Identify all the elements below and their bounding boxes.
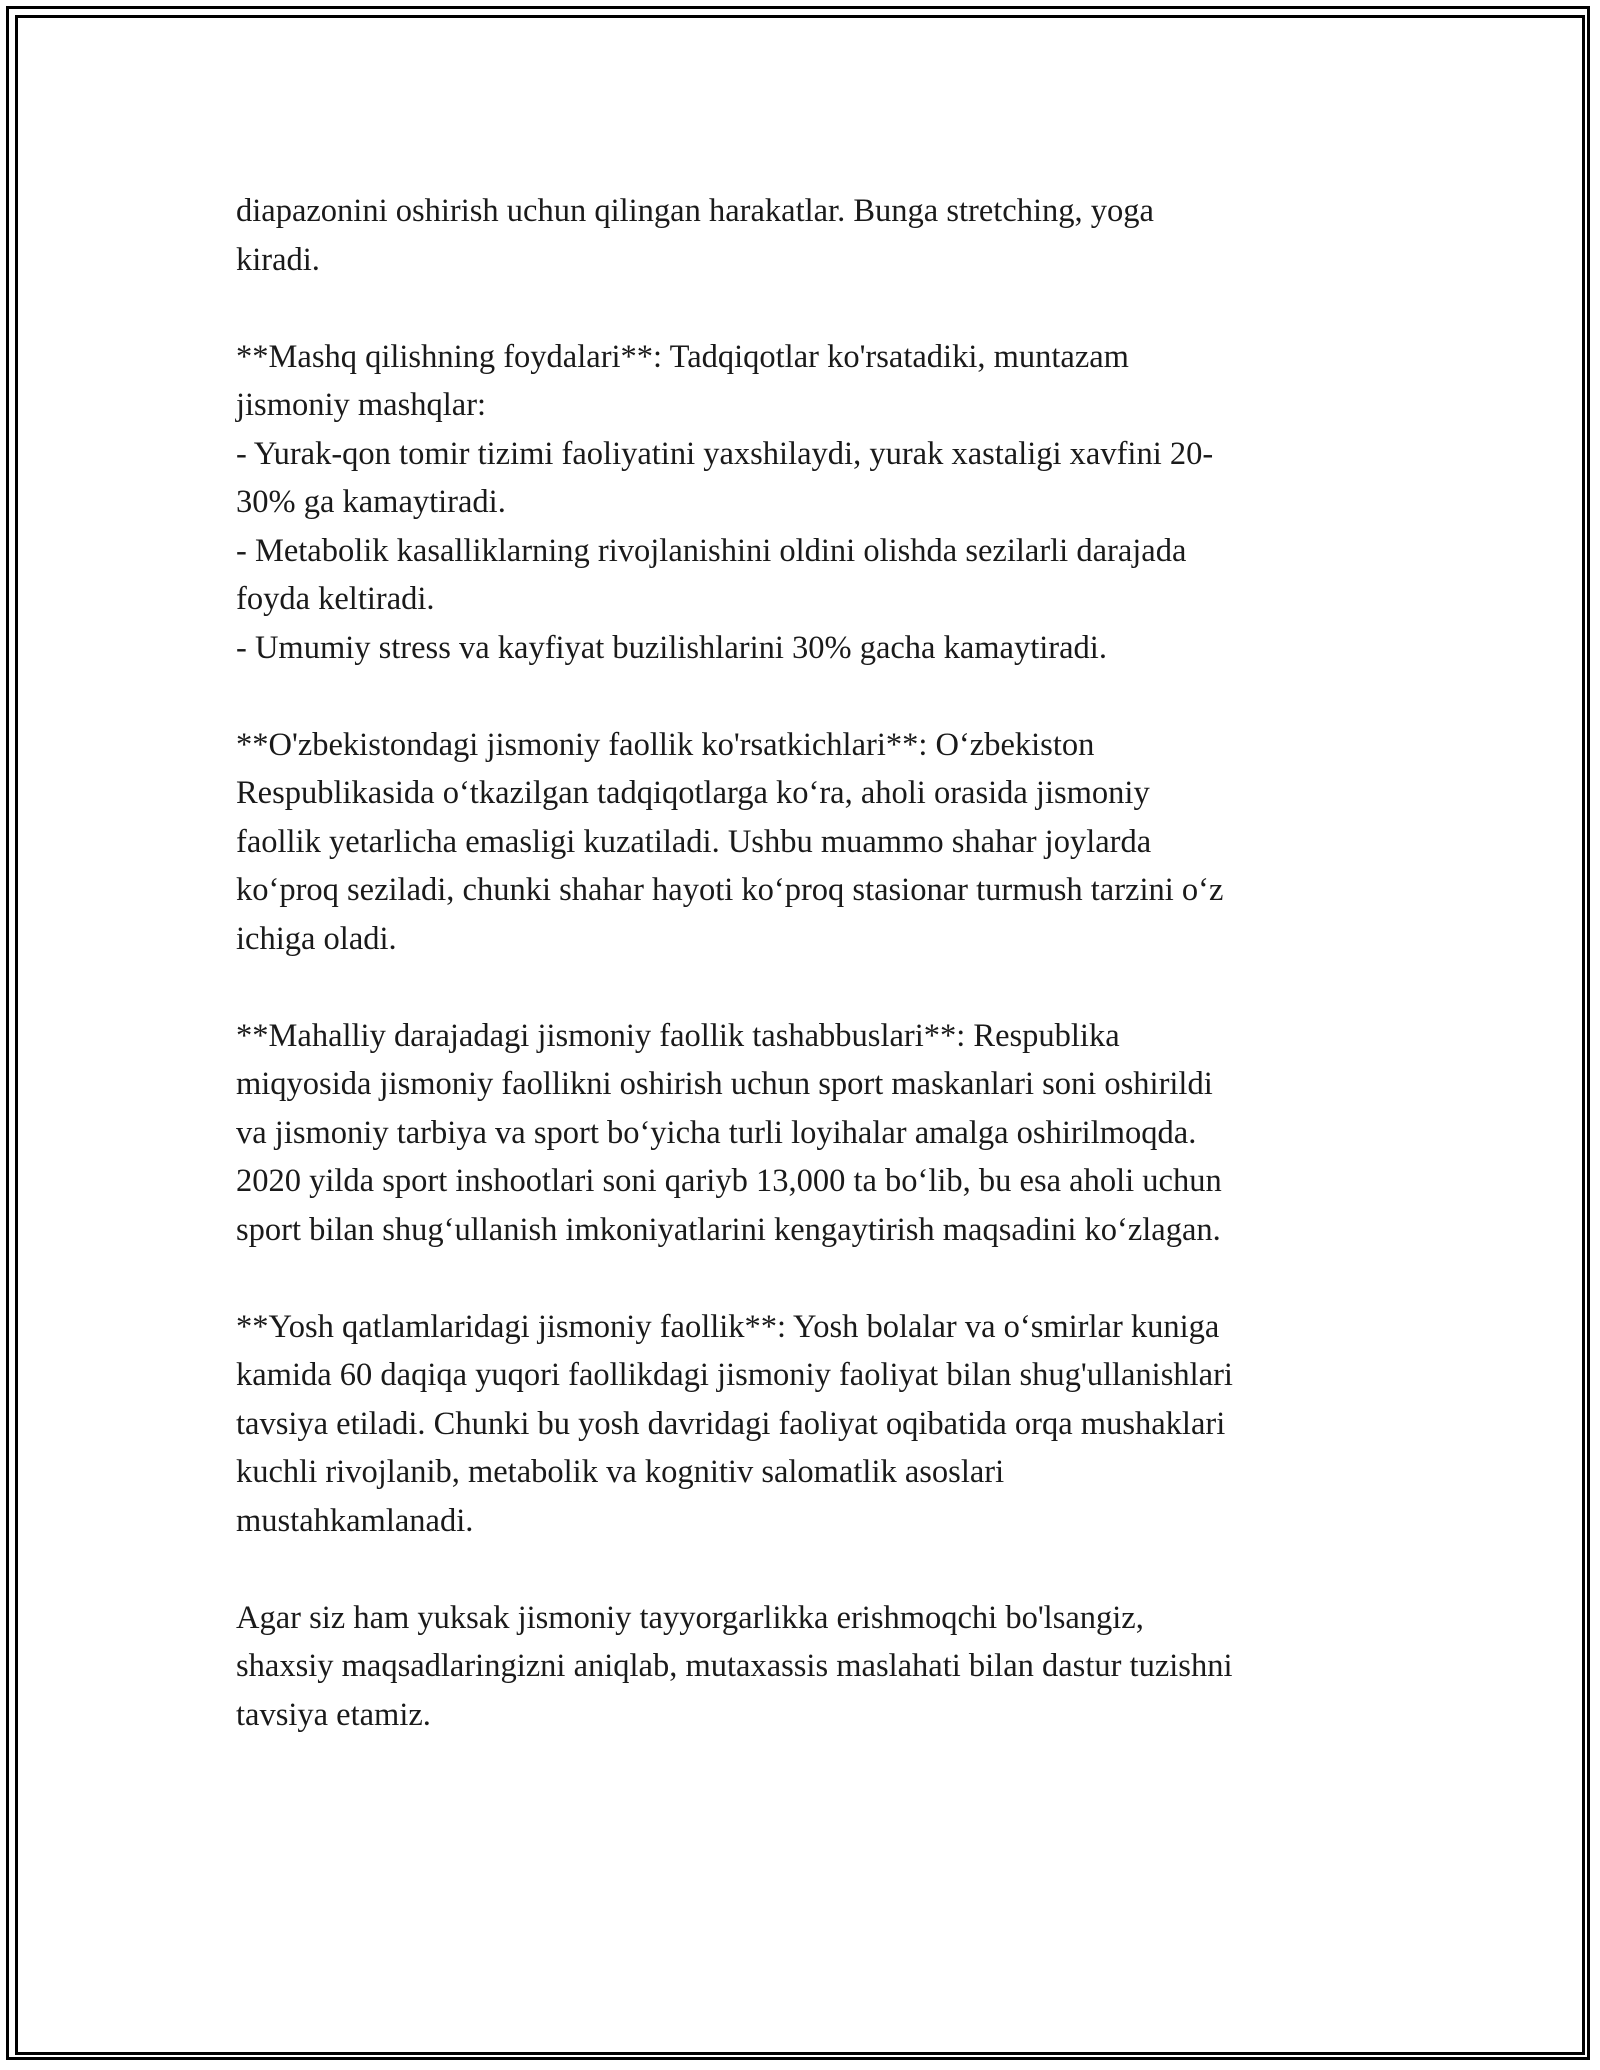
text-line: **O'zbekistondagi jismoniy faollik ko'rsatkichlari**: O‘zbekiston — [236, 726, 1095, 763]
text-line: 2020 yilda sport inshootlari soni qariyb 13,000 ta bo‘lib, bu esa aholi uchun — [236, 1163, 1222, 1199]
text-line: miqyosida jismoniy faollikni oshirish uchun sport maskanlari soni oshirildi — [236, 1066, 1213, 1102]
paragraph-youth-activity — [236, 1303, 1366, 1546]
text-line: Respublikasida o‘tkazilgan tadqiqotlarga ko‘ra, aholi orasida jismoniy — [236, 775, 1150, 811]
text-line: kiradi. — [236, 241, 320, 278]
text-line: ichiga oladi. — [236, 920, 397, 957]
text-line: va jismoniy tarbiya va sport bo‘yicha turli loyihalar amalga oshirilmoqda. — [236, 1114, 1197, 1151]
paragraph-flexibility — [236, 187, 1366, 284]
text-line: sport bilan shug‘ullanish imkoniyatlarini kengaytirish maqsadini ko‘zlagan. — [236, 1211, 1221, 1248]
text-line: tavsiya etamiz. — [236, 1696, 431, 1733]
text-line: **Mashq qilishning foydalari**: Tadqiqotlar ko'rsatadiki, muntazam — [236, 338, 1129, 375]
paragraph-local-initiatives — [236, 1012, 1366, 1255]
text-line: faollik yetarlicha emasligi kuzatiladi. Ushbu muammo shahar joylarda — [236, 823, 1152, 860]
text-line: tavsiya etiladi. Chunki bu yosh davridagi faoliyat oqibatida orqa mushaklari — [236, 1405, 1226, 1442]
text-line: kuchli rivojlanib, metabolik va kognitiv salomatlik asoslari — [236, 1454, 1005, 1490]
text-line: shaxsiy maqsadlaringizni aniqlab, mutaxassis maslahati bilan dastur tuzishni — [236, 1648, 1233, 1684]
text-line: jismoniy mashqlar: — [236, 387, 487, 423]
text-line: foyda keltiradi. — [236, 581, 435, 617]
text-line: **Yosh qatlamlaridagi jismoniy faollik**: Yosh bolalar va o‘smirlar kuniga — [236, 1308, 1220, 1345]
list-item-line: - Yurak-qon tomir tizimi faoliyatini yaxshilaydi, yurak xastaligi xavfini 20- — [236, 435, 1214, 472]
paragraph-conclusion — [236, 1594, 1366, 1740]
text-line: **Mahalliy darajadagi jismoniy faollik tashabbuslari**: Respublika — [236, 1017, 1120, 1054]
paragraph-exercise-benefits — [236, 333, 1366, 673]
text-line: Agar siz ham yuksak jismoniy tayyorgarlikka erishmoqchi bo'lsangiz, — [236, 1599, 1144, 1636]
document-body — [236, 187, 1366, 1788]
text-line: mustahkamlanadi. — [236, 1502, 474, 1539]
text-line: ko‘proq seziladi, chunki shahar hayoti ko‘proq stasionar turmush tarzini o‘z — [236, 872, 1224, 908]
list-item-line: - Umumiy stress va kayfiyat buzilishlarini 30% gacha kamaytiradi. — [236, 629, 1107, 666]
list-item-line: - Metabolik kasalliklarning rivojlanishini oldini olishda sezilarli darajada — [236, 532, 1187, 569]
text-line: diapazonini oshirish uchun qilingan harakatlar. Bunga stretching, yoga — [236, 193, 1154, 229]
text-line: 30% ga kamaytiradi. — [236, 484, 506, 520]
text-line: kamida 60 daqiqa yuqori faollikdagi jismoniy faoliyat bilan shug'ullanishlari — [236, 1357, 1233, 1393]
paragraph-uzbekistan-indicators — [236, 721, 1366, 964]
